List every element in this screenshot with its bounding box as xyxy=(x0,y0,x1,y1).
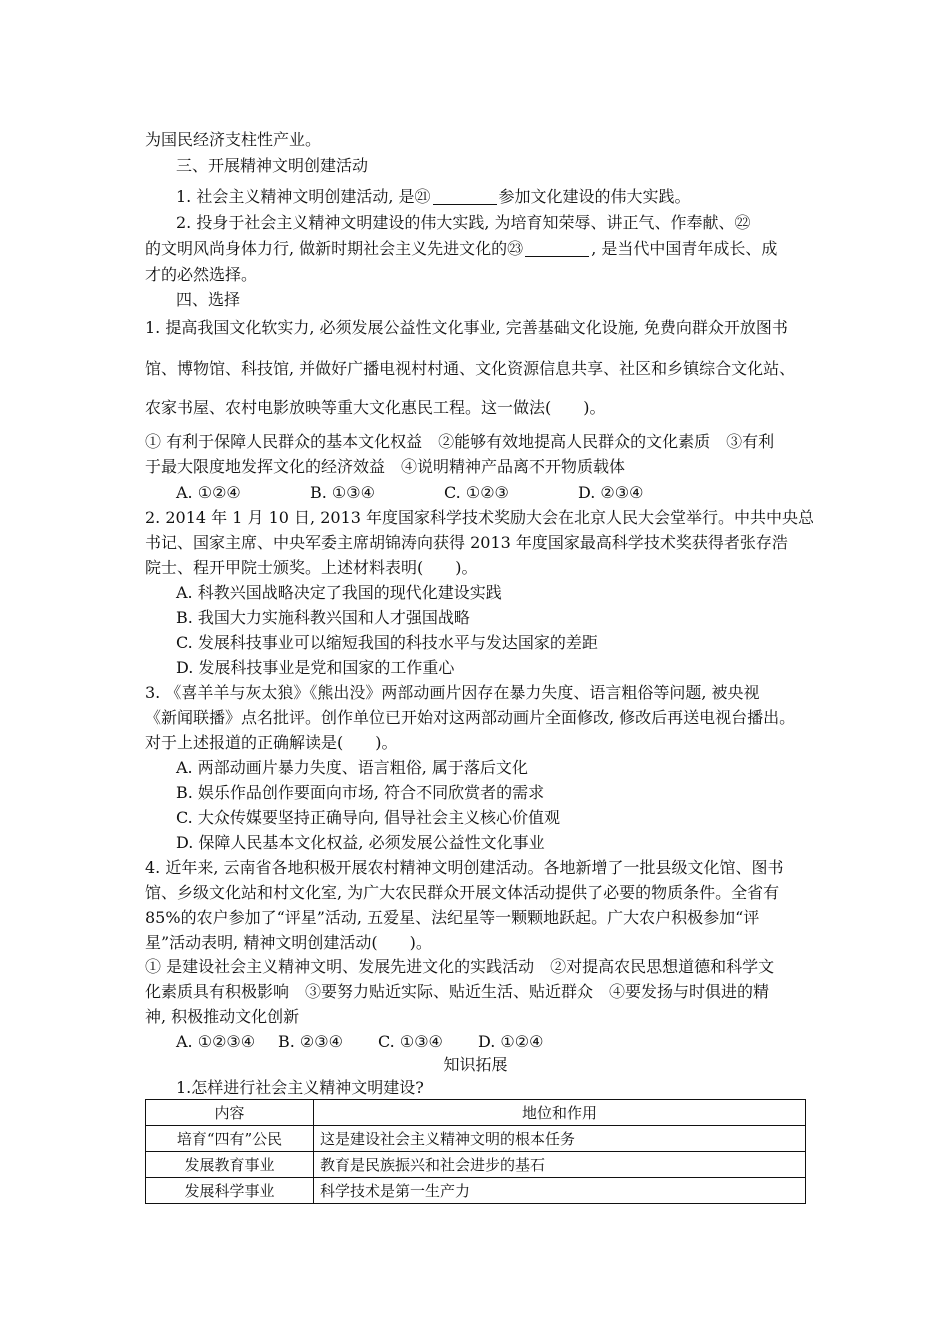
option-b[interactable]: B. ②③④ xyxy=(278,1032,343,1051)
table-cell: 发展教育事业 xyxy=(146,1152,314,1178)
table-row xyxy=(146,1178,806,1204)
table-cell: 教育是民族振兴和社会进步的基石 xyxy=(314,1152,806,1178)
option-d[interactable]: D. 保障人民基本文化权益, 必须发展公益性文化事业 xyxy=(176,833,545,852)
option-a[interactable]: A. ①②④ xyxy=(176,483,241,502)
table-header-cell: 内容 xyxy=(146,1100,314,1126)
option-a[interactable]: A. 科教兴国战略决定了我国的现代化建设实践 xyxy=(176,583,502,602)
table-cell: 这是建设社会主义精神文明的根本任务 xyxy=(314,1126,806,1152)
option-b[interactable]: B. ①③④ xyxy=(310,483,375,502)
question-2-stem: 2. 2014 年 1 月 10 日, 2013 年度国家科学技术奖励大会在北京人民大会堂举行。中共中央总 xyxy=(145,508,815,527)
question-2-stem: 院士、程开甲院士颁奖。上述材料表明( )。 xyxy=(145,558,478,577)
option-d[interactable]: D. 发展科技事业是党和国家的工作重心 xyxy=(176,658,455,677)
table-cell: 科学技术是第一生产力 xyxy=(314,1178,806,1204)
table-row xyxy=(146,1152,806,1178)
table-cell: 发展科学事业 xyxy=(146,1178,314,1204)
question-1-statements: ① 有利于保障人民群众的基本文化权益 ②能够有效地提高人民群众的文化素质 ③有利 xyxy=(145,432,775,451)
fill-blank-item-cont: 的文明风尚身体力行, 做新时期社会主义先进文化的㉓ , 是当代中国青年成长、成 xyxy=(145,239,778,258)
option-d[interactable]: D. ②③④ xyxy=(578,483,644,502)
fill-blank-item: 2. 投身于社会主义精神文明建设的伟大实践, 为培育知荣辱、讲正气、作奉献、㉒ xyxy=(176,213,751,232)
question-3-stem: 《新闻联播》点名批评。创作单位已开始对这两部动画片全面修改, 修改后再送电视台播出。 xyxy=(145,708,796,727)
answer-blank[interactable] xyxy=(525,240,589,257)
question-1-stem: 馆、博物馆、科技馆, 并做好广播电视村村通、文化资源信息共享、社区和乡镇综合文化站、 xyxy=(145,359,796,378)
table-cell: 培育“四有”公民 xyxy=(146,1126,314,1152)
option-b[interactable]: B. 娱乐作品创作要面向市场, 符合不同欣赏者的需求 xyxy=(176,783,545,802)
question-3-stem: 3. 《喜羊羊与灰太狼》《熊出没》两部动画片因存在暴力失度、语言粗俗等问题, 被央视 xyxy=(145,683,760,702)
extension-question: 1.怎样进行社会主义精神文明建设? xyxy=(176,1078,424,1097)
question-3-stem: 对于上述报道的正确解读是( )。 xyxy=(145,733,398,752)
question-1-statements: 于最大限度地发挥文化的经济效益 ④说明精神产品离不开物质载体 xyxy=(145,457,626,476)
question-2-stem: 书记、国家主席、中央军委主席胡锦涛向获得 2013 年度国家最高科学技术奖获得者张存浩 xyxy=(145,533,788,552)
option-c[interactable]: C. ①③④ xyxy=(378,1032,443,1051)
question-4-stem: 85%的农户参加了“评星”活动, 五爱星、法纪星等一颗颗地跃起。广大农户积极参加“评 xyxy=(145,908,760,927)
knowledge-table xyxy=(145,1099,806,1204)
option-b[interactable]: B. 我国大力实施科教兴国和人才强国战略 xyxy=(176,608,470,627)
table-row xyxy=(146,1126,806,1152)
text-line: 才的必然选择。 xyxy=(145,265,258,284)
question-4-stem: 馆、乡级文化站和村文化室, 为广大农民群众开展文体活动提供了必要的物质条件。全省有 xyxy=(145,883,780,902)
option-c[interactable]: C. ①②③ xyxy=(444,483,509,502)
option-d[interactable]: D. ①②④ xyxy=(478,1032,544,1051)
question-4-statements: ① 是建设社会主义精神文明、发展先进文化的实践活动 ②对提高农民思想道德和科学文 xyxy=(145,957,775,976)
text-line: 为国民经济支柱性产业。 xyxy=(145,130,322,149)
question-4-options xyxy=(176,1031,543,1053)
option-a[interactable]: A. 两部动画片暴力失度、语言粗俗, 属于落后文化 xyxy=(176,758,528,777)
question-1-stem: 1. 提高我国文化软实力, 必须发展公益性文化事业, 完善基础文化设施, 免费向群众开放图书 xyxy=(145,318,788,337)
fill-blank-item: 1. 社会主义精神文明创建活动, 是㉑ 参加文化建设的伟大实践。 xyxy=(176,187,691,206)
question-1-stem: 农家书屋、农村电影放映等重大文化惠民工程。这一做法( )。 xyxy=(145,398,606,417)
answer-blank[interactable] xyxy=(433,188,497,205)
option-c[interactable]: C. 发展科技事业可以缩短我国的科技水平与发达国家的差距 xyxy=(176,633,598,652)
option-a[interactable]: A. ①②③④ xyxy=(176,1032,256,1051)
section-heading: 三、开展精神文明创建活动 xyxy=(176,156,369,175)
table-header-cell: 地位和作用 xyxy=(314,1100,806,1126)
table-header-row xyxy=(146,1100,806,1126)
extension-heading: 知识拓展 xyxy=(443,1055,508,1074)
question-4-stem: 4. 近年来, 云南省各地积极开展农村精神文明创建活动。各地新增了一批县级文化馆、图书 xyxy=(145,858,784,877)
question-4-stem: 星”活动表明, 精神文明创建活动( )。 xyxy=(145,933,432,952)
option-c[interactable]: C. 大众传媒要坚持正确导向, 倡导社会主义核心价值观 xyxy=(176,808,561,827)
question-4-statements: 神, 积极推动文化创新 xyxy=(145,1007,300,1026)
section-heading: 四、选择 xyxy=(176,290,241,309)
question-4-statements: 化素质具有积极影响 ③要努力贴近实际、贴近生活、贴近群众 ④要发扬与时俱进的精 xyxy=(145,982,770,1001)
question-1-options xyxy=(176,482,712,504)
